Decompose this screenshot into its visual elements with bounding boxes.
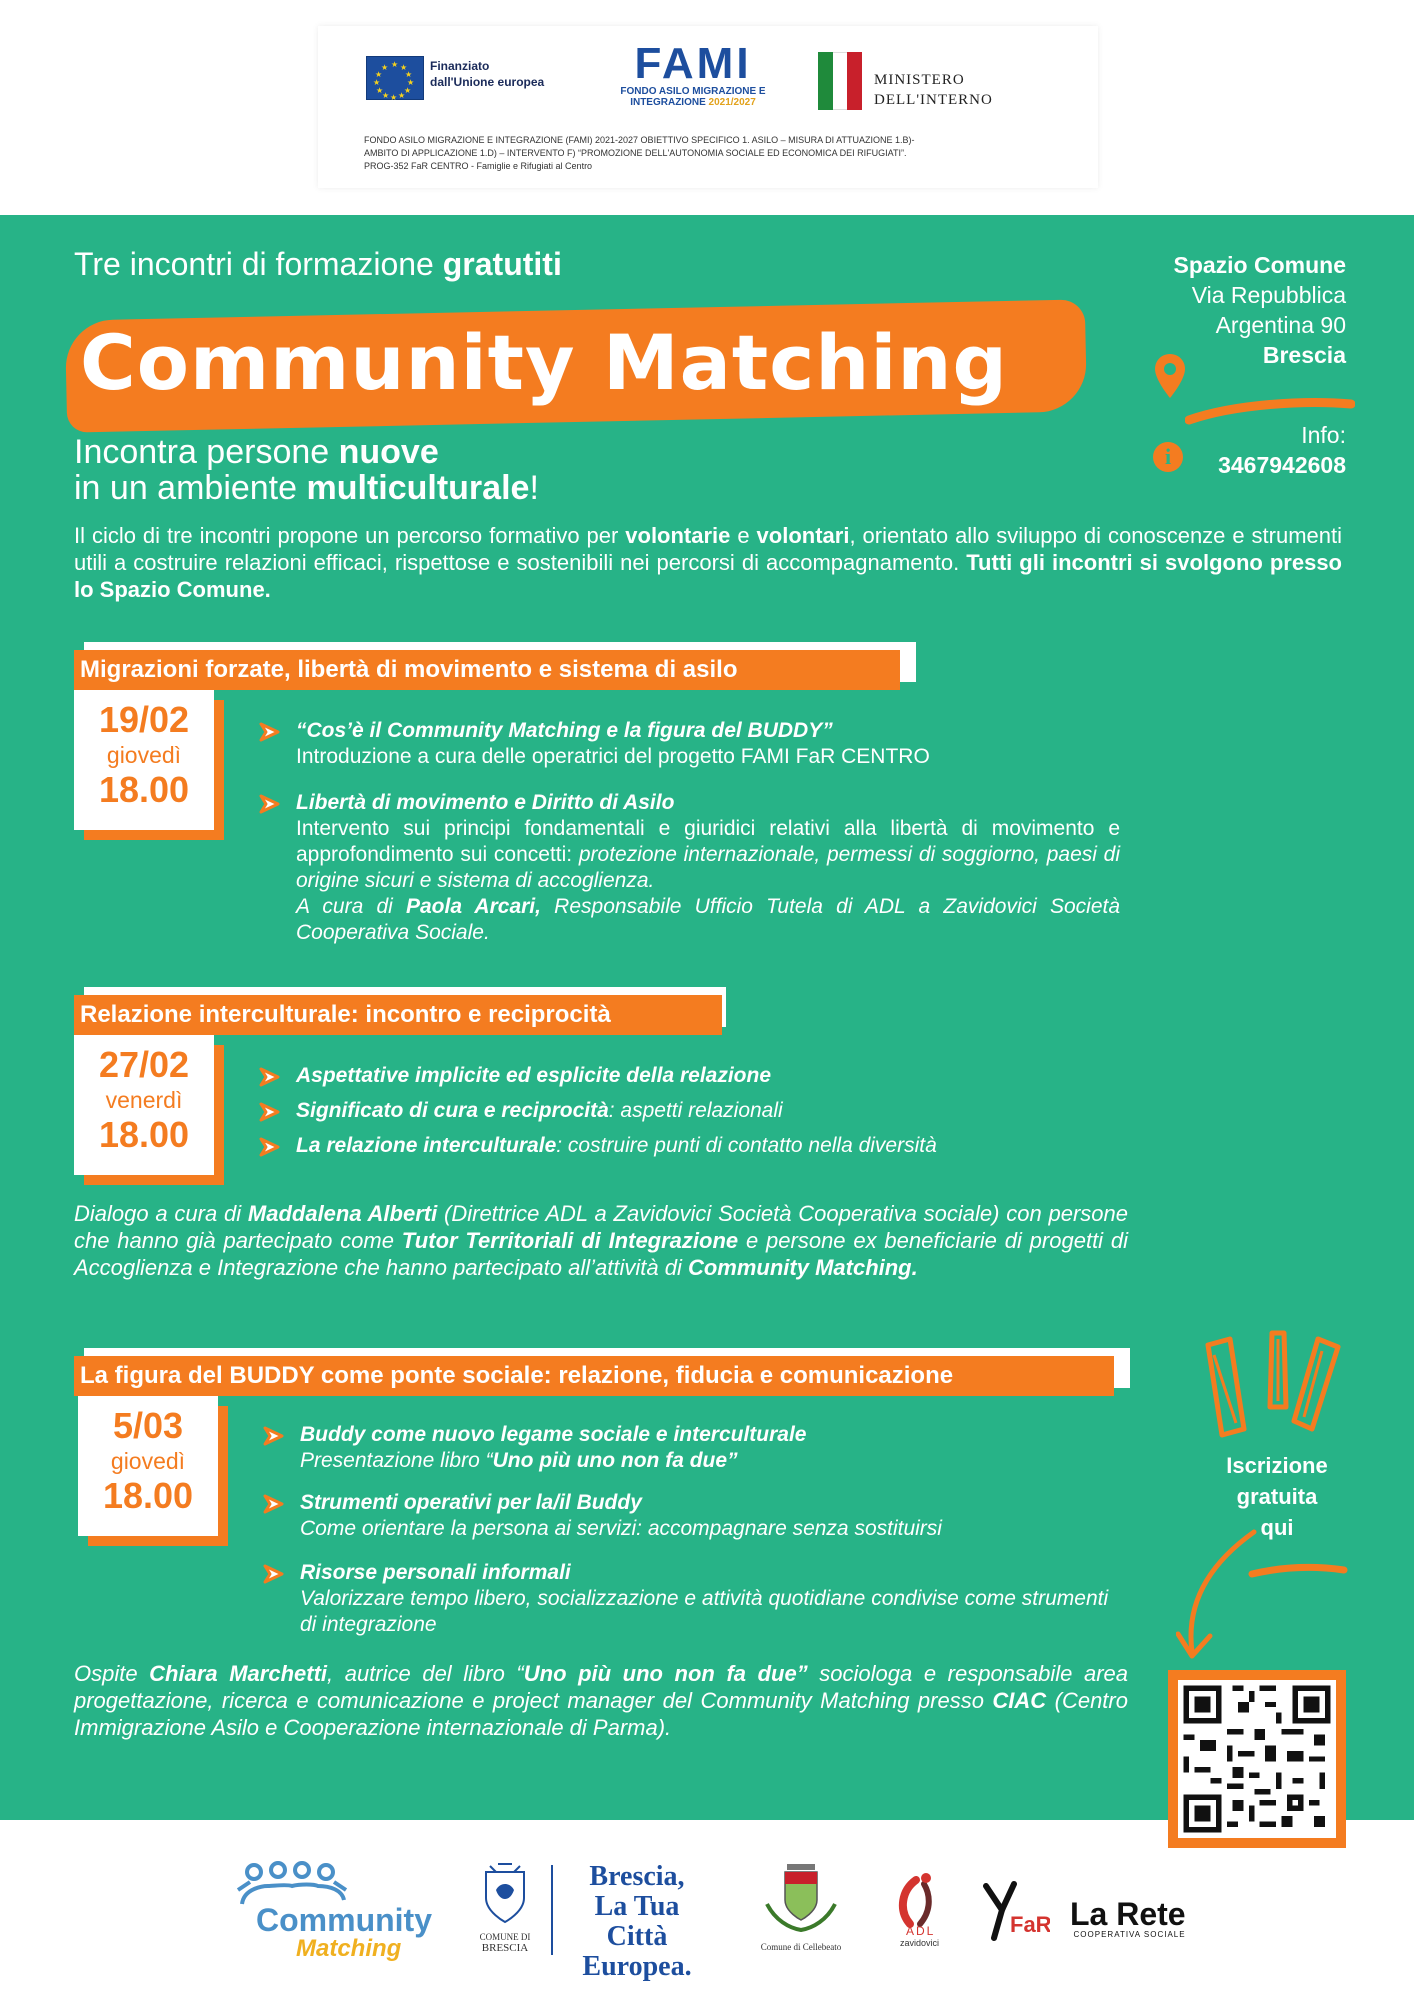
intro-text-3: , orientato allo sviluppo di conoscenze e strumenti utili a costruire relazioni efficaci, rispettose e sostenibili nei percorsi di accompagnamento. [74,523,1343,575]
community-matching-logo [230,1860,440,1960]
fami-sub-line-2: INTEGRAZIONE [630,97,706,108]
event-time: 18.00 [98,769,190,810]
intro-bold-2: volontari [756,523,850,548]
intro-bold-1: volontarie [625,523,731,548]
agenda-item-title: Libertà di movimento e Diritto di Asilo [296,791,675,814]
fami-sub-year: 2021/2027 [708,97,756,108]
venue-street-1: Via Repubblica [1191,282,1346,308]
agenda-item-rest: : costruire punti di contatto nella diversità [556,1134,937,1157]
agenda-text-italic: protezione internazionale, permessi di soggiorno, paesi di origine sicuri e sistema di accoglienza. [296,843,1120,892]
para-bold: CIAC [992,1688,1047,1713]
section-1-datebox [74,690,214,830]
adl-subtext: zavidovici [900,1938,940,1948]
curved-arrow-icon [1176,1526,1356,1666]
para-bold: Uno più uno non fa due” [523,1661,808,1686]
para-bold: Tutor Territoriali di Integrazione [401,1228,739,1253]
agenda-item-title: Buddy come nuovo legame sociale e interculturale [300,1423,807,1446]
page-title: Community Matching [80,318,1008,407]
agenda-item [300,1422,1124,1474]
eu-funding-label [430,58,590,90]
credit-prefix: A cura di [296,895,406,918]
intro-text-1: Il ciclo di tre incontri propone un percorso formativo per [74,523,626,548]
agenda-item [300,1560,1124,1638]
kicker [74,246,562,283]
agenda-item [300,1490,1124,1542]
para-bold: Chiara Marchetti [149,1661,328,1686]
para-text: e persone ex beneficiarie di progetti di Accoglienza e Integrazione che hanno partecipato all’attività di [74,1228,1129,1280]
kicker-text: Tre incontri di formazione [74,246,443,282]
comune-caption-2: BRESCIA [481,1942,529,1954]
far-logo [980,1880,1050,1950]
chevron-right-icon [258,722,282,742]
chevron-right-icon [258,794,282,814]
cellatica-caption: Comune di Cellebeato [760,1942,842,1952]
la-rete-text: La Rete [1070,1896,1186,1932]
far-mark-icon [980,1880,1050,1944]
agenda-item-title: Risorse personali informali [300,1561,571,1584]
event-weekday: giovedì [106,742,182,768]
agenda-item-text: Introduzione a cura delle operatrici del progetto FAMI FaR CENTRO [296,745,930,768]
para-text: sociologa e responsabile area progettazione, ricerca e comunicazione e project manager del Community Matching presso [74,1661,1129,1713]
funding-note-line-2: AMBITO DI APPLICAZIONE 1.D) – INTERVENTO F) “PROMOZIONE DELL'AUTONOMIA SOCIALE ED ECONOMICA DEI RIFUGIATI”. [364,148,907,158]
funding-note [364,134,1084,173]
agenda-item [296,1133,1120,1159]
para-bold: Maddalena Alberti [247,1201,438,1226]
la-rete-subtext: COOPERATIVA SOCIALE [1073,1930,1186,1939]
agenda-item [296,1063,1120,1089]
fami-logo [608,39,778,122]
decorative-strokes [1200,1325,1350,1445]
datebox-card [78,1396,218,1536]
cm-logo-subtext: Matching [296,1935,402,1962]
event-weekday: giovedì [110,1448,186,1474]
chevron-right-icon [262,1426,286,1446]
cm-logo-text: Community [256,1902,432,1938]
para-text: Ospite [74,1661,150,1686]
title-block [66,300,1096,430]
section-2-title: Relazione interculturale: incontro e reciprocità [74,995,722,1035]
far-text: FaR [1010,1912,1050,1937]
fami-subtitle [608,86,778,108]
venue-city: Brescia [1262,342,1346,368]
bs-line-2: La Tua Città [594,1891,680,1952]
intro-bold-3: Tutti gli incontri si svolgono presso lo Spazio Comune. [74,550,1342,602]
comune-brescia-logo [470,1862,540,1962]
para-bold: Community Matching. [687,1255,918,1280]
la-rete-logo [1070,1898,1186,1939]
agenda-item-title: Aspettative implicite ed esplicite della relazione [296,1064,772,1087]
agenda-item [296,790,1120,946]
event-weekday: venerdì [105,1087,183,1113]
event-date: 19/02 [98,699,190,740]
ministry-line-2: DELL'INTERNO [874,92,993,108]
event-date: 5/03 [112,1405,184,1446]
subtitle-line-1: Incontra persone [74,433,339,471]
section-1-title: Migrazioni forzate, libertà di movimento e sistema di asilo [74,650,900,690]
italian-flag-icon [818,52,862,110]
ministry-line-1: MINISTERO [874,72,965,88]
agenda-item-title: La relazione interculturale [296,1134,557,1157]
section-3-title: La figura del BUDDY come ponte sociale: relazione, fiducia e comunicazione [74,1356,1114,1396]
info-label: Info: [1301,422,1346,448]
agenda-item-text: Come orientare la persona ai servizi: accompagnare senza sostituirsi [300,1517,942,1540]
event-time: 18.00 [102,1475,194,1516]
credit-name: Paola Arcari, [406,895,541,918]
section-3-datebox [78,1396,218,1536]
agenda-item [296,1098,1120,1124]
chevron-right-icon [258,1102,282,1122]
subtitle-exclamation: ! [529,469,539,507]
agenda-item-title: Significato di cura e reciprocità [296,1099,609,1122]
kicker-emphasis: gratutiti [442,246,562,282]
city-crest-icon [480,1862,530,1926]
location-pin-icon [1153,352,1187,400]
agenda-item-text [296,816,1120,894]
agenda-item [296,718,1120,770]
chevron-right-icon [262,1564,286,1584]
para-text: (Direttrice ADL a Zavidovici Società Cooperativa sociale) con persone che hanno già partecipato come [74,1201,1129,1253]
adl-zavidovici-logo [880,1870,960,1960]
subtitle-emphasis-1: nuove [338,433,439,471]
subtitle-emphasis-2: multiculturale [306,469,530,507]
venue-info [1086,250,1346,370]
para-text: Dialogo a cura di [74,1201,248,1226]
subtitle [74,434,539,506]
agenda-item-title: “Cos’è il Community Matching e la figura del BUDDY” [296,719,833,742]
agenda-item-title: Strumenti operativi per la/il Buddy [300,1491,642,1514]
datebox-card [74,1035,214,1175]
section-3-paragraph [74,1660,1128,1741]
logo-divider [551,1865,553,1955]
event-time: 18.00 [98,1114,190,1155]
credit-role: Responsabile Ufficio Tutela di ADL a Zavidovici Società Cooperativa Sociale. [296,895,1121,944]
venue-name: Spazio Comune [1173,252,1346,278]
brescia-europea-logo [562,1862,712,1982]
signup-line-3: qui [1260,1515,1294,1540]
agenda-item-text: Valorizzare tempo libero, socializzazione e attività quotidiane condivise come strumenti di integrazione [300,1587,1109,1636]
eu-flag-icon: ★ ★ ★ ★ ★ ★ ★ ★ ★ ★ ★ ★ [366,56,424,100]
venue-street-2: Argentina 90 [1215,312,1346,338]
signup-line-2: gratuita [1236,1484,1318,1509]
comune-caption-1: COMUNE DI [479,1932,531,1942]
section-2-datebox [74,1035,214,1175]
book-title: Uno più uno non fa due” [492,1449,738,1472]
agenda-text-part: Intervento sui principi fondamentali e giuridici relativi alla libertà di movimento e approfondimento sui concetti: [296,817,1120,866]
agenda-item-rest: : aspetti relazionali [608,1099,783,1122]
info-icon: i [1153,442,1183,472]
chevron-right-icon [258,1067,282,1087]
eu-text-line-1: Finanziato [430,59,490,73]
funding-note-line-3: PROG-352 FaR CENTRO - Famiglie e Rifugiati al Centro [364,161,593,171]
municipal-crest-icon [761,1860,841,1934]
qr-code-icon[interactable] [1178,1680,1336,1838]
section-2-paragraph [74,1200,1128,1281]
bs-line-1: Brescia, [589,1861,685,1892]
bs-line-3: Europea. [582,1951,692,1982]
para-text: (Centro Immigrazione Asilo e Cooperazione internazionale di Parma). [74,1688,1128,1740]
chevron-right-icon [258,1137,282,1157]
header-logos-box [318,26,1098,188]
comune-cellatica-logo [756,1860,846,1960]
event-date: 27/02 [98,1044,190,1085]
intro-paragraph [74,522,1342,603]
info-phone[interactable]: 3467942608 [1218,452,1346,478]
adl-text: ADL [906,1924,936,1938]
qr-code-frame[interactable] [1168,1670,1346,1848]
signup-line-1: Iscrizione [1226,1453,1328,1478]
para-text: , autrice del libro “ [327,1661,524,1686]
eu-text-line-2: dall'Unione europea [430,75,545,89]
fami-wordmark: FAMI [634,39,752,88]
fami-sub-line-1: FONDO ASILO MIGRAZIONE E [620,86,766,97]
intro-text-2: e [730,523,757,548]
adl-mark-icon [880,1870,950,1930]
chevron-right-icon [262,1494,286,1514]
datebox-card [74,690,214,830]
agenda-item-text: Presentazione libro “ [300,1449,493,1472]
agenda-item-credit [296,894,1120,946]
funding-note-line-1: FONDO ASILO MIGRAZIONE E INTEGRAZIONE (FAMI) 2021-2027 OBIETTIVO SPECIFICO 1. ASILO – MISURA DI ATTUAZIONE 1.B)- [364,135,915,145]
ministry-label [874,70,993,110]
subtitle-line-2: in un ambiente [74,469,307,507]
